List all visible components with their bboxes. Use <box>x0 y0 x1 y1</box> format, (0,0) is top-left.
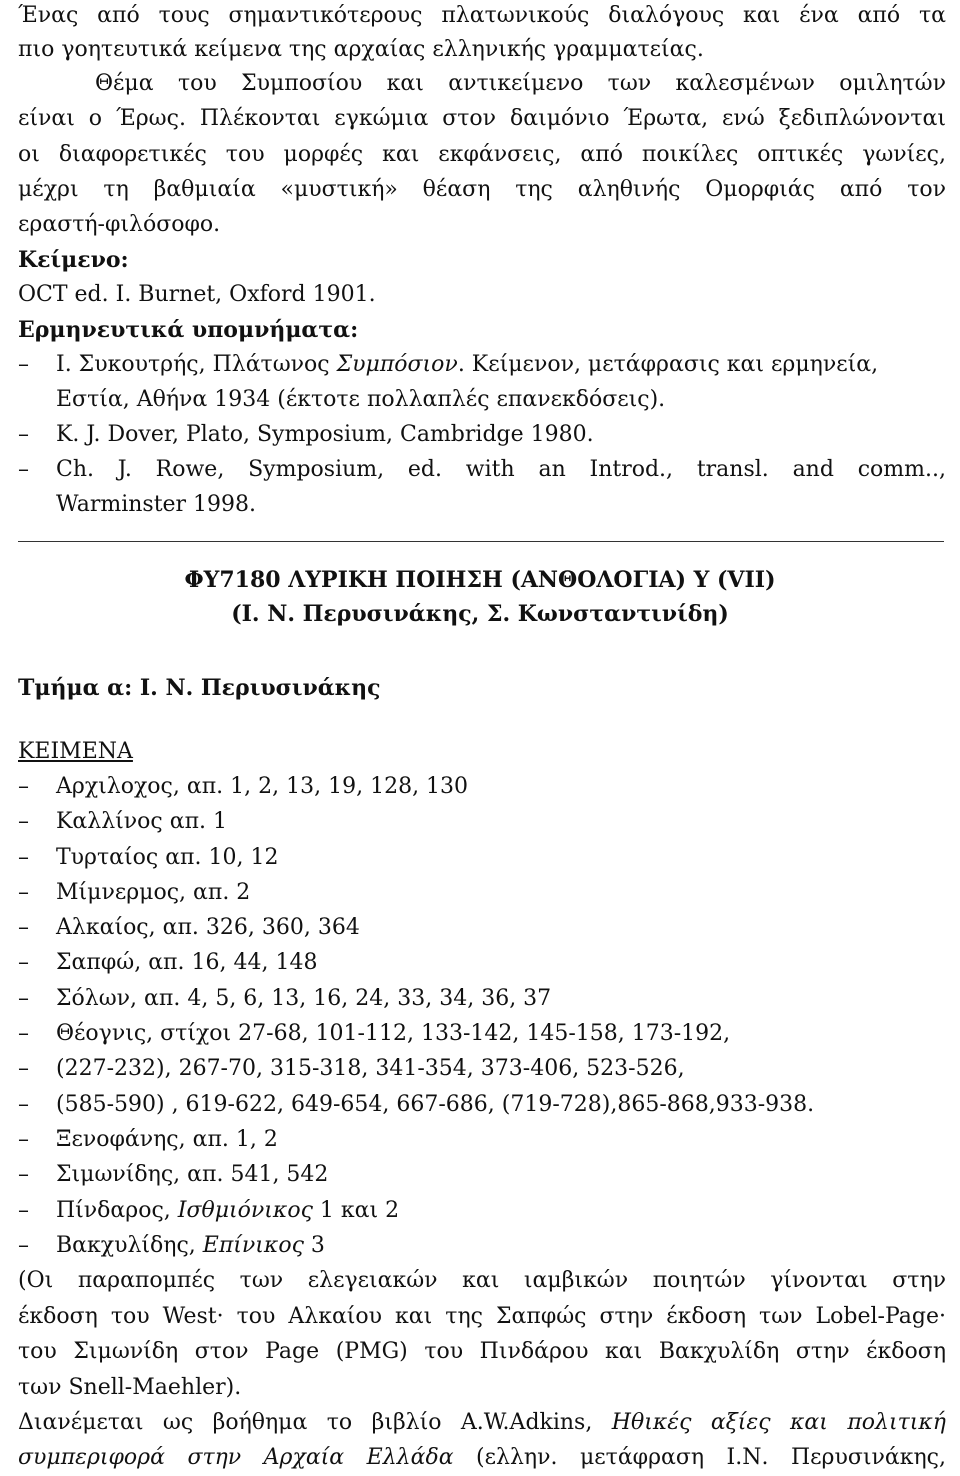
intro-line-6: μέχρι τη βαθμιαία «μυστική» θέαση της αληθινής Ομορφιάς από τον <box>18 177 946 202</box>
text-item-2: Καλλίνος απ. 1 <box>56 809 228 834</box>
text-dash-5: – <box>18 915 29 940</box>
text-item-13-work: Ισθμιόνικος <box>177 1198 313 1223</box>
text-item-12: Σιμωνίδης, απ. 541, 542 <box>56 1162 329 1187</box>
distribution-title-part-1: Ηθικές αξίες και πολιτική <box>611 1410 946 1435</box>
commentary-1-title: Συμπόσιον <box>336 352 458 377</box>
intro-line-7: εραστή-φιλόσοφο. <box>18 212 221 237</box>
text-dash-8: – <box>18 1021 29 1046</box>
text-item-6: Σαπφώ, απ. 16, 44, 148 <box>56 950 318 975</box>
commentary-3-line-1: Ch. J. Rowe, Symposium, ed. with an Introd., transl. and comm.., <box>56 457 946 482</box>
text-item-5: Αλκαίος, απ. 326, 360, 364 <box>56 915 360 940</box>
text-dash-10: – <box>18 1092 29 1117</box>
distribution-suffix: (ελλην. μετάφραση Ι.Ν. Περυσινάκης, <box>453 1445 946 1470</box>
distribution-line-1 <box>18 1408 946 1438</box>
distribution-prefix: Διανέμεται ως βοήθημα το βιβλίο A.W.Adkins, <box>18 1410 612 1435</box>
text-dash-13: – <box>18 1198 29 1223</box>
text-item-7: Σόλων, απ. 4, 5, 6, 13, 16, 24, 33, 34, 36, 37 <box>56 986 552 1011</box>
commentary-dash-1: – <box>18 352 29 377</box>
text-item-4: Μίμνερμος, απ. 2 <box>56 880 251 905</box>
text-item-8: Θέογνις, στίχοι 27-68, 101-112, 133-142, 145-158, 173-192, <box>56 1021 731 1046</box>
intro-line-5: οι διαφορετικές του μορφές και εκφάνσεις, από ποικίλες οπτικές γωνίες, <box>18 142 946 167</box>
commentary-heading: Ερμηνευτικά υπομνήματα: <box>18 317 359 343</box>
text-item-10: (585-590) , 619-622, 649-654, 667-686, (719-728),865-868,933-938. <box>56 1092 815 1117</box>
text-item-13-author: Πίνδαρος, <box>56 1198 178 1223</box>
text-dash-9: – <box>18 1056 29 1081</box>
commentary-dash-3: – <box>18 457 29 482</box>
section-divider <box>18 541 944 542</box>
text-item-1: Αρχιλοχος, απ. 1, 2, 13, 19, 128, 130 <box>56 774 469 799</box>
text-item-13-numbers: 1 και 2 <box>312 1198 400 1223</box>
note-line-2: έκδοση του West· του Αλκαίου και της Σαπφώς στην έκδοση των Lobel-Page· <box>18 1304 946 1329</box>
section-heading: Τμήμα α: Ι. Ν. Περιυσινάκης <box>18 675 381 701</box>
text-edition: OCT ed. I. Burnet, Oxford 1901. <box>18 282 376 307</box>
text-dash-6: – <box>18 950 29 975</box>
intro-line-2: πιο γοητευτικά κείμενα της αρχαίας ελληνικής γραμματείας. <box>18 37 704 62</box>
text-dash-4: – <box>18 880 29 905</box>
commentary-1-line-2: Εστία, Αθήνα 1934 (έκτοτε πολλαπλές επανεκδόσεις). <box>56 387 666 412</box>
text-heading: Κείμενο: <box>18 247 129 273</box>
intro-line-3: Θέμα του Συμποσίου και αντικείμενο των καλεσμένων ομιλητών <box>95 71 946 96</box>
text-dash-3: – <box>18 845 29 870</box>
course-title: ΦΥ7180 ΛΥΡΙΚΗ ΠΟΙΗΣΗ (ΑΝΘΟΛΟΓΙΑ) Υ (VII) <box>184 567 776 593</box>
commentary-1-author: Ι. Συκουτρής, Πλάτωνος <box>56 352 337 377</box>
distribution-title-part-2: συμπεριφορά στην Αρχαία Ελλάδα <box>18 1445 454 1470</box>
commentary-2: K. J. Dover, Plato, Symposium, Cambridge 1980. <box>56 422 594 447</box>
intro-line-4: είναι ο Έρως. Πλέκονται εγκώμια στον δαιμόνιο Έρωτα, ενώ ξεδιπλώνονται <box>18 106 946 131</box>
note-line-4: των Snell-Maehler). <box>18 1375 242 1400</box>
commentary-1 <box>56 350 946 380</box>
text-dash-7: – <box>18 986 29 1011</box>
texts-heading: ΚΕΙΜΕΝΑ <box>18 739 133 764</box>
text-item-14 <box>56 1231 946 1261</box>
intro-line-1: Ένας από τους σημαντικότερους πλατωνικούς διαλόγους και ένα από τα <box>18 3 946 28</box>
commentary-1-rest: . Κείμενον, μετάφρασις και ερμηνεία, <box>457 352 879 377</box>
text-dash-1: – <box>18 774 29 799</box>
text-dash-12: – <box>18 1162 29 1187</box>
commentary-3-line-2: Warminster 1998. <box>56 492 257 517</box>
text-dash-11: – <box>18 1127 29 1152</box>
text-item-14-work: Επίνικος <box>202 1233 304 1258</box>
distribution-line-2 <box>18 1443 946 1473</box>
text-dash-14: – <box>18 1233 29 1258</box>
text-item-14-numbers: 3 <box>303 1233 325 1258</box>
text-item-3: Τυρταίος απ. 10, 12 <box>56 845 279 870</box>
text-item-11: Ξενοφάνης, απ. 1, 2 <box>56 1127 278 1152</box>
course-instructors: (Ι. Ν. Περυσινάκης, Σ. Κωνσταντινίδη) <box>231 601 729 627</box>
note-line-1: (Οι παραπομπές των ελεγειακών και ιαμβικών ποιητών γίνονται στην <box>18 1268 946 1293</box>
text-item-13 <box>56 1196 946 1226</box>
text-item-14-author: Βακχυλίδης, <box>56 1233 203 1258</box>
note-line-3: του Σιμωνίδη στον Page (PMG) του Πινδάρου και Βακχυλίδη στην έκδοση <box>18 1339 946 1364</box>
commentary-dash-2: – <box>18 422 29 447</box>
text-item-9: (227-232), 267-70, 315-318, 341-354, 373-406, 523-526, <box>56 1056 685 1081</box>
text-dash-2: – <box>18 809 29 834</box>
